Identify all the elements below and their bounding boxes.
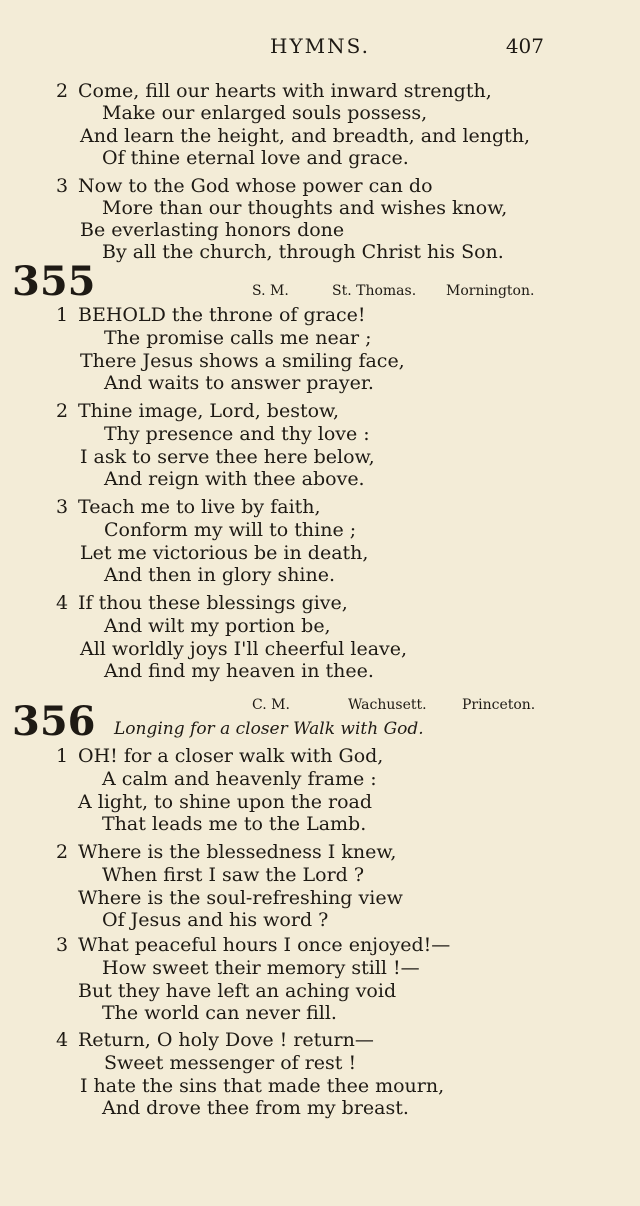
verse-line: The world can never fill.	[102, 1002, 337, 1024]
verse-line: 4 Return, O holy Dove ! return—	[56, 1029, 374, 1051]
verse-line: And find my heaven in thee.	[104, 660, 374, 682]
verse-number: 2	[56, 841, 69, 863]
verse-line: 1 OH! for a closer walk with God,	[56, 745, 384, 767]
verse-line: And reign with thee above.	[104, 468, 365, 490]
verse-line: 3 Now to the God whose power can do	[56, 175, 433, 197]
hymn-meter: C. M.	[252, 697, 290, 713]
hymn-number: 355	[12, 258, 96, 305]
verse-line: I ask to serve thee here below,	[80, 446, 375, 468]
verse-line: That leads me to the Lamb.	[102, 813, 367, 835]
hymn-number: 356	[12, 698, 96, 745]
verse-line: The promise calls me near ;	[104, 327, 372, 349]
verse-number: 3	[56, 934, 69, 956]
tune-name: St. Thomas.	[332, 283, 417, 299]
verse-line: 3 What peaceful hours I once enjoyed!—	[56, 934, 451, 956]
verse-line: But they have left an aching void	[78, 980, 397, 1002]
verse-line: Conform my will to thine ;	[104, 519, 357, 541]
tune-name: Princeton.	[462, 697, 536, 713]
verse-line: A calm and heavenly frame :	[102, 768, 377, 790]
verse-line: By all the church, through Christ his Son.	[102, 241, 504, 263]
verse-line: 4 If thou these blessings give,	[56, 592, 348, 614]
verse-line: 2 Come, fill our hearts with inward strength,	[56, 80, 492, 102]
verse-line: Thy presence and thy love :	[104, 423, 370, 445]
verse-line: And wilt my portion be,	[104, 615, 331, 637]
verse-line: More than our thoughts and wishes know,	[102, 197, 508, 219]
verse-line: I hate the sins that made thee mourn,	[80, 1075, 445, 1097]
verse-line: And then in glory shine.	[104, 564, 336, 586]
page-number: 407	[505, 34, 544, 58]
verse-line: 1 BEHOLD the throne of grace!	[56, 304, 366, 326]
verse-line: And learn the height, and breadth, and length,	[80, 125, 531, 147]
verse-line: There Jesus shows a smiling face,	[80, 350, 405, 372]
verse-line: And drove thee from my breast.	[102, 1097, 409, 1119]
hymn-meter: S. M.	[252, 283, 289, 299]
verse-line: Make our enlarged souls possess,	[102, 102, 428, 124]
verse-number: 4	[56, 592, 69, 614]
verse-line: Of Jesus and his word ?	[102, 909, 329, 931]
verse-number: 3	[56, 175, 69, 197]
tune-name: Mornington.	[446, 283, 535, 299]
verse-line: And waits to answer prayer.	[104, 372, 374, 394]
tune-name: Wachusett.	[348, 697, 427, 713]
verse-line: When first I saw the Lord ?	[102, 864, 365, 886]
verse-line: Be everlasting honors done	[80, 219, 345, 241]
verse-number: 3	[56, 496, 69, 518]
verse-line: A light, to shine upon the road	[78, 791, 373, 813]
verse-line: Where is the soul-refreshing view	[78, 887, 403, 909]
verse-number: 2	[56, 400, 69, 422]
verse-line: All worldly joys I'll cheerful leave,	[80, 638, 408, 660]
verse-number: 1	[56, 745, 69, 767]
verse-line: How sweet their memory still !—	[102, 957, 420, 979]
verse-number: 2	[56, 80, 69, 102]
hymn-subtitle: Longing for a closer Walk with God.	[114, 719, 424, 739]
running-header: HYMNS.	[270, 34, 370, 58]
verse-line: 2 Where is the blessedness I knew,	[56, 841, 397, 863]
verse-number: 4	[56, 1029, 69, 1051]
verse-line: Sweet messenger of rest !	[104, 1052, 357, 1074]
verse-line: 2 Thine image, Lord, bestow,	[56, 400, 340, 422]
verse-line: Let me victorious be in death,	[80, 542, 369, 564]
verse-line: 3 Teach me to live by faith,	[56, 496, 321, 518]
verse-number: 1	[56, 304, 69, 326]
verse-line: Of thine eternal love and grace.	[102, 147, 409, 169]
